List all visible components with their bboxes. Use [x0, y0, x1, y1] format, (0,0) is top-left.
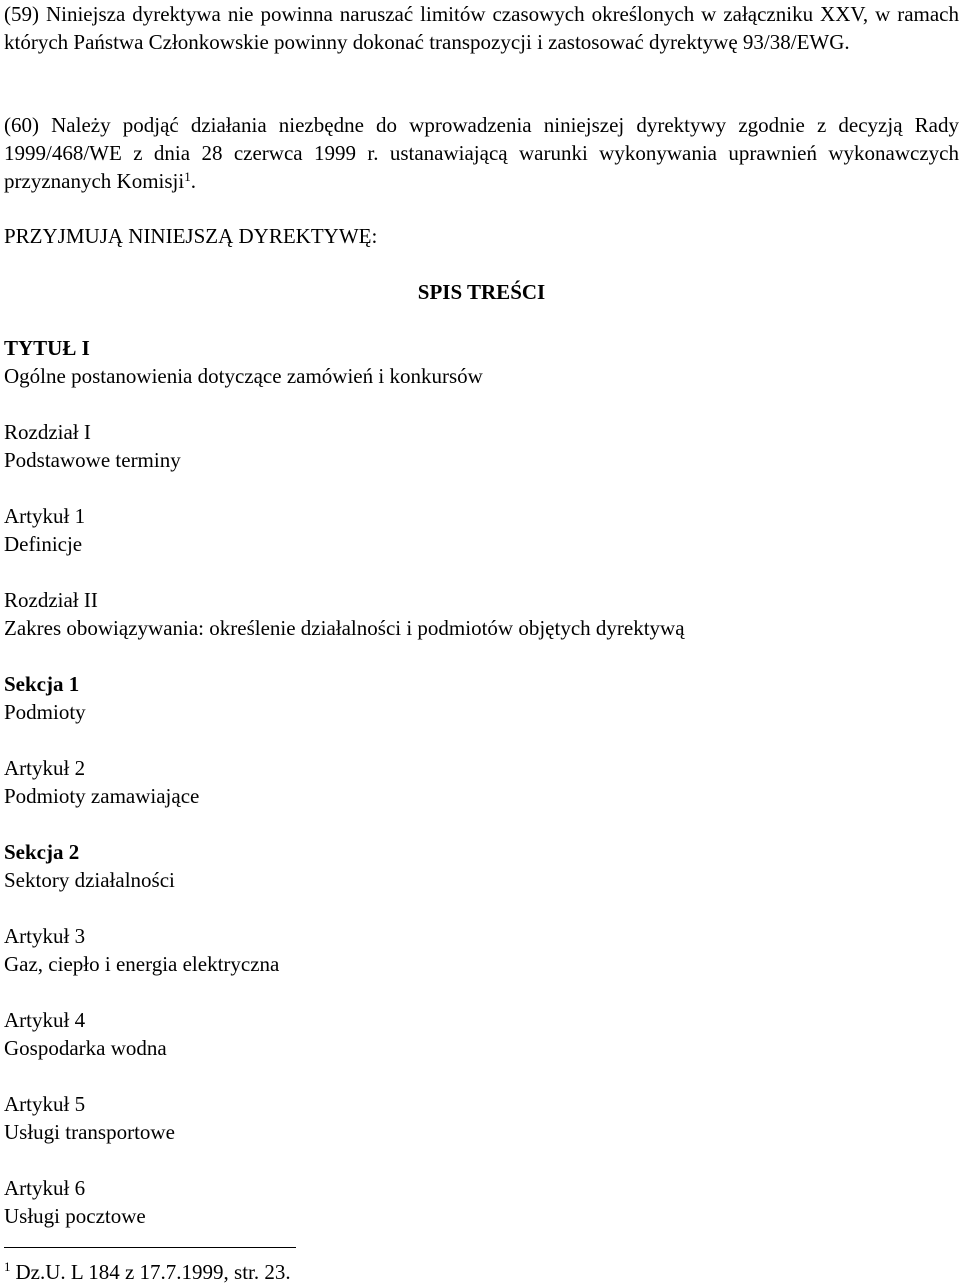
toc-entry-article-5: [4, 1090, 175, 1146]
toc-entry-article-1: [4, 502, 85, 558]
recital-60: [4, 111, 959, 195]
toc-entry-title-1: [4, 334, 483, 390]
toc-entry-title: Definicje: [4, 532, 83, 556]
toc-entry-chapter-2: [4, 586, 685, 642]
toc-entry-label: Sekcja 1: [4, 672, 80, 696]
toc-entry-label: Rozdział II: [4, 588, 98, 612]
toc-entry-title: Sektory działalności: [4, 868, 175, 892]
toc-entry-title: Podmioty zamawiające: [4, 784, 200, 808]
toc-entry-article-6: [4, 1174, 146, 1230]
toc-entry-title: Gaz, ciepło i energia elektryczna: [4, 952, 280, 976]
toc-entry-label: Artykuł 4: [4, 1008, 86, 1032]
toc-heading: SPIS TREŚCI: [417, 280, 546, 304]
footnote-number: 1: [4, 1259, 11, 1274]
adoption-formula: PRZYJMUJĄ NINIEJSZĄ DYREKTYWĘ:: [4, 224, 378, 248]
recital-60-end: .: [190, 169, 196, 193]
footnote: [4, 1258, 291, 1286]
toc-entry-article-4: [4, 1006, 167, 1062]
toc-entry-section-1: [4, 670, 86, 726]
toc-entry-section-2: [4, 838, 175, 894]
toc-entry-title: Ogólne postanowienia dotyczące zamówień i konkursów: [4, 364, 483, 388]
toc-entry-label: Artykuł 6: [4, 1176, 86, 1200]
footnote-text: Dz.U. L 184 z 17.7.1999, str. 23.: [15, 1260, 291, 1284]
recital-59-text: (59) Niniejsza dyrektywa nie powinna naruszać limitów czasowych określonych w załączniku XXV, w ramach których Państwa Członkowskie powinny dokonać transpozycji i zastosować dyrektywę 93/38/EWG.: [4, 2, 959, 54]
toc-entry-label: Artykuł 3: [4, 924, 86, 948]
footnote-reference: 1: [184, 169, 191, 184]
toc-entry-title: Usługi transportowe: [4, 1120, 175, 1144]
toc-entry-article-3: [4, 922, 279, 978]
toc-entry-label: Artykuł 2: [4, 756, 86, 780]
toc-entry-article-2: [4, 754, 199, 810]
toc-entry-label: Artykuł 5: [4, 1092, 86, 1116]
toc-entry-title: Zakres obowiązywania: określenie działalności i podmiotów objętych dyrektywą: [4, 616, 685, 640]
toc-entry-title: Gospodarka wodna: [4, 1036, 167, 1060]
toc-entry-label: Rozdział I: [4, 420, 91, 444]
toc-entry-title: Podstawowe terminy: [4, 448, 181, 472]
toc-entry-title: Podmioty: [4, 700, 86, 724]
toc-entry-chapter-1: [4, 418, 181, 474]
recital-60-text: (60) Należy podjąć działania niezbędne do wprowadzenia niniejszej dyrektywy zgodnie z decyzją Rady 1999/468/WE z dnia 28 czerwca 1999 r. ustanawiającą warunki wykonywania uprawnień wykonawczych przyznanych Komisji: [4, 113, 959, 193]
footnote-separator: [4, 1247, 296, 1248]
toc-entry-label: Sekcja 2: [4, 840, 80, 864]
toc-entry-title: Usługi pocztowe: [4, 1204, 146, 1228]
toc-entry-label: Artykuł 1: [4, 504, 86, 528]
toc-entry-label: TYTUŁ I: [4, 336, 90, 360]
recital-59: [4, 0, 959, 56]
